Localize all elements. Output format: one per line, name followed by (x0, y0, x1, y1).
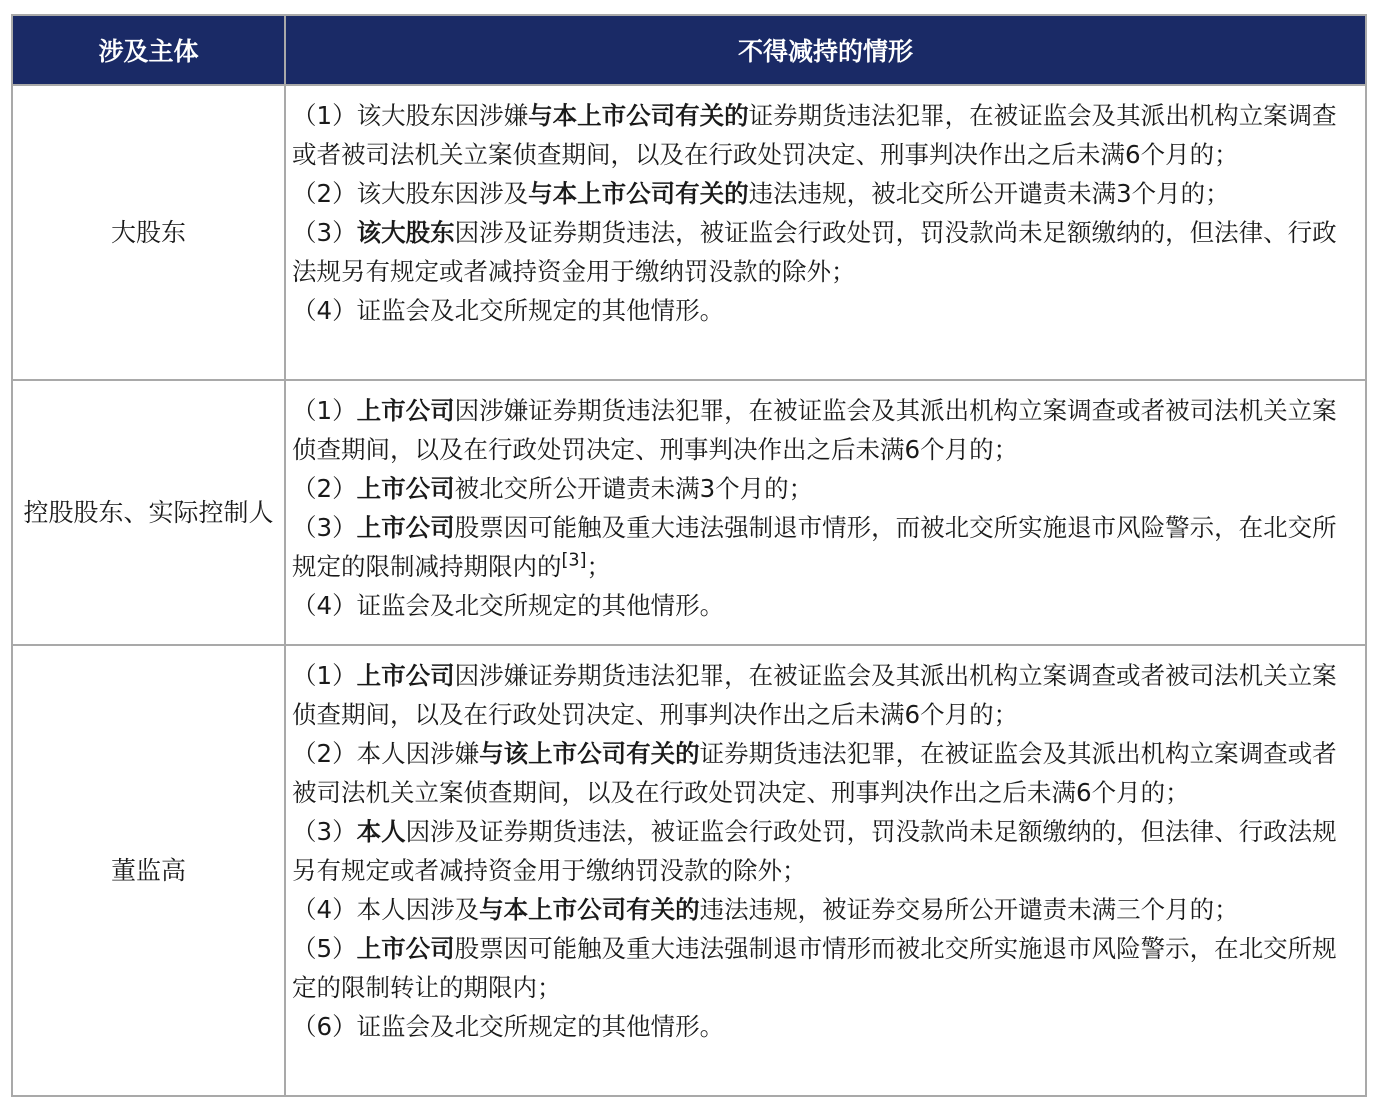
rule-item (292, 929, 1359, 1007)
footnote-ref: [3] (561, 550, 587, 571)
rule-text: （2） (292, 474, 357, 503)
reduction-restrictions-table (11, 14, 1367, 1097)
restrictions-cell (285, 645, 1366, 1096)
rule-text: （4）本人因涉及 (292, 895, 480, 924)
rule-item (292, 291, 1359, 330)
rule-text: （6）证监会及北交所规定的其他情形。 (292, 1012, 725, 1041)
restrictions-cell (285, 380, 1366, 645)
rule-text: 证券期货违法犯罪，在被证监会及其派出机构立案调查或者被司法机关立案侦查期间，以及在行政处罚决定、刑事判决作出之后未满6个月的； (292, 101, 1337, 169)
emphasis-text: 该大股东 (356, 218, 455, 247)
rule-text: 违法违规，被证券交易所公开谴责未满三个月的； (699, 895, 1239, 924)
table-row (12, 380, 1366, 645)
rule-item (292, 469, 1359, 508)
rule-item (292, 508, 1359, 586)
rule-text: 因涉及证券期货违法，被证监会行政处罚，罚没款尚未足额缴纳的，但法律、行政法规另有规定或者减持资金用于缴纳罚没款的除外； (292, 218, 1337, 286)
rule-text: （3） (292, 218, 357, 247)
emphasis-text: 上市公司 (356, 396, 455, 425)
header-row (12, 15, 1366, 85)
rule-text: （3） (292, 817, 357, 846)
rule-text: 股票因可能触及重大违法强制退市情形而被北交所实施退市风险警示，在北交所规定的限制转让的期限内； (292, 934, 1337, 1002)
rule-item (292, 812, 1359, 890)
emphasis-text: 上市公司 (356, 474, 455, 503)
rule-item (292, 213, 1359, 291)
rule-text: （2）该大股东因涉及 (292, 179, 529, 208)
rule-item (292, 734, 1359, 812)
subject-cell: 控股股东、实际控制人 (12, 380, 285, 645)
rule-text: 被北交所公开谴责未满3个月的； (454, 474, 814, 503)
emphasis-text: 与本上市公司有关的 (528, 179, 749, 208)
rule-text: （1） (292, 661, 357, 690)
header-restrictions: 不得减持的情形 (285, 15, 1366, 85)
rule-text: （1）该大股东因涉嫌 (292, 101, 529, 130)
rule-text: （1） (292, 396, 357, 425)
table-row (12, 645, 1366, 1096)
rule-text: 证券期货违法犯罪，在被证监会及其派出机构立案调查或者被司法机关立案侦查期间，以及在行政处罚决定、刑事判决作出之后未满6个月的； (292, 739, 1337, 807)
restrictions-cell (285, 85, 1366, 380)
subject-cell: 董监高 (12, 645, 285, 1096)
header-subject: 涉及主体 (12, 15, 285, 85)
emphasis-text: 与本上市公司有关的 (528, 101, 749, 130)
rule-item (292, 656, 1359, 734)
rule-text: （4）证监会及北交所规定的其他情形。 (292, 296, 725, 325)
subject-cell: 大股东 (12, 85, 285, 380)
emphasis-text: 与该上市公司有关的 (479, 739, 700, 768)
rule-text: 因涉嫌证券期货违法犯罪，在被证监会及其派出机构立案调查或者被司法机关立案侦查期间，以及在行政处罚决定、刑事判决作出之后未满6个月的； (292, 396, 1337, 464)
rule-text: 因涉及证券期货违法，被证监会行政处罚，罚没款尚未足额缴纳的，但法律、行政法规另有规定或者减持资金用于缴纳罚没款的除外； (292, 817, 1337, 885)
rule-text: （4）证监会及北交所规定的其他情形。 (292, 591, 725, 620)
rule-text: 股票因可能触及重大违法强制退市情形，而被北交所实施退市风险警示，在北交所规定的限制减持期限内的 (292, 513, 1337, 581)
emphasis-text: 上市公司 (356, 934, 455, 963)
rule-item (292, 391, 1359, 469)
rule-text: （5） (292, 934, 357, 963)
rule-item (292, 96, 1359, 174)
rule-item (292, 174, 1359, 213)
rule-item (292, 586, 1359, 625)
table-row (12, 85, 1366, 380)
rule-item (292, 1007, 1359, 1046)
emphasis-text: 与本上市公司有关的 (479, 895, 700, 924)
rule-text: （3） (292, 513, 357, 542)
emphasis-text: 上市公司 (356, 661, 455, 690)
rule-text: 违法违规，被北交所公开谴责未满3个月的； (748, 179, 1230, 208)
rule-text: （2）本人因涉嫌 (292, 739, 480, 768)
rule-text: ； (586, 552, 611, 581)
rule-text: 因涉嫌证券期货违法犯罪，在被证监会及其派出机构立案调查或者被司法机关立案侦查期间，以及在行政处罚决定、刑事判决作出之后未满6个月的； (292, 661, 1337, 729)
rule-item (292, 890, 1359, 929)
emphasis-text: 上市公司 (356, 513, 455, 542)
emphasis-text: 本人 (356, 817, 406, 846)
